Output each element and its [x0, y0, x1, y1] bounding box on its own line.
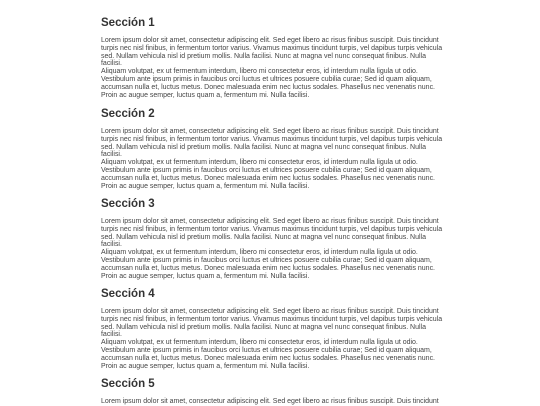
section-body: Lorem ipsum dolor sit amet, consectetur adipiscing elit. Sed eget libero ac risus finibus suscipit. Duis tincidunt	[101, 398, 439, 405]
section-body: Lorem ipsum dolor sit amet, consectetur adipiscing elit. Sed eget libero ac risus finibus suscipit. Duis tincidunt turpis nec nisl finibus, in fermentum tortor varius. Vivamus maximus tincidunt turpis, vel dapibus turpis vehicula sed. Nullam vehicula nisl id pretium mollis. Nulla facilisi. Nunc at magna vel nunc consequat finibus. Nulla facilisi. Aliquam volutpat, ex ut fermentum interdum, libero mi consectetur eros, id interdum nulla ligula ut odio. Vestibulum ante ipsum primis in faucibus orci luctus et ultrices posuere cubilia curae; Sed id quam aliquam, accumsan nulla et, luctus metus. Donec malesuada enim nec luctus sodales. Phasellus nec venenatis nunc. Proin ac augue semper, luctus quam a, fermentum mi. Nulla facilisi.	[101, 218, 443, 280]
section-title: Sección 3	[101, 198, 155, 210]
section-title: Sección 2	[101, 108, 155, 120]
section-3	[101, 197, 443, 280]
section-1	[101, 16, 443, 99]
section-title: Sección 5	[101, 378, 155, 390]
section-body: Lorem ipsum dolor sit amet, consectetur adipiscing elit. Sed eget libero ac risus finibus suscipit. Duis tincidunt turpis nec nisl finibus, in fermentum tortor varius. Vivamus maximus tincidunt turpis, vel dapibus turpis vehicula sed. Nullam vehicula nisl id pretium mollis. Nulla facilisi. Nunc at magna vel nunc consequat finibus. Nulla facilisi. Aliquam volutpat, ex ut fermentum interdum, libero mi consectetur eros, id interdum nulla ligula ut odio. Vestibulum ante ipsum primis in faucibus orci luctus et ultrices posuere cubilia curae; Sed id quam aliquam, accumsan nulla et, luctus metus. Donec malesuada enim nec luctus sodales. Phasellus nec venenatis nunc. Proin ac augue semper, luctus quam a, fermentum mi. Nulla facilisi.	[101, 308, 443, 370]
section-body: Lorem ipsum dolor sit amet, consectetur adipiscing elit. Sed eget libero ac risus finibus suscipit. Duis tincidunt turpis nec nisl finibus, in fermentum tortor varius. Vivamus maximus tincidunt turpis, vel dapibus turpis vehicula sed. Nullam vehicula nisl id pretium mollis. Nulla facilisi. Nunc at magna vel nunc consequat finibus. Nulla facilisi. Aliquam volutpat, ex ut fermentum interdum, libero mi consectetur eros, id interdum nulla ligula ut odio. Vestibulum ante ipsum primis in faucibus orci luctus et ultrices posuere cubilia curae; Sed id quam aliquam, accumsan nulla et, luctus metus. Donec malesuada enim nec luctus sodales. Phasellus nec venenatis nunc. Proin ac augue semper, luctus quam a, fermentum mi. Nulla facilisi.	[101, 37, 443, 99]
section-title: Sección 4	[101, 288, 155, 300]
section-4	[101, 287, 443, 370]
section-5	[101, 377, 443, 406]
section-body: Lorem ipsum dolor sit amet, consectetur adipiscing elit. Sed eget libero ac risus finibus suscipit. Duis tincidunt turpis nec nisl finibus, in fermentum tortor varius. Vivamus maximus tincidunt turpis, vel dapibus turpis vehicula sed. Nullam vehicula nisl id pretium mollis. Nulla facilisi. Nunc at magna vel nunc consequat finibus. Nulla facilisi. Aliquam volutpat, ex ut fermentum interdum, libero mi consectetur eros, id interdum nulla ligula ut odio. Vestibulum ante ipsum primis in faucibus orci luctus et ultrices posuere cubilia curae; Sed id quam aliquam, accumsan nulla et, luctus metus. Donec malesuada enim nec luctus sodales. Phasellus nec venenatis nunc. Proin ac augue semper, luctus quam a, fermentum mi. Nulla facilisi.	[101, 128, 443, 190]
section-title: Sección 1	[101, 17, 155, 29]
section-2	[101, 107, 443, 190]
